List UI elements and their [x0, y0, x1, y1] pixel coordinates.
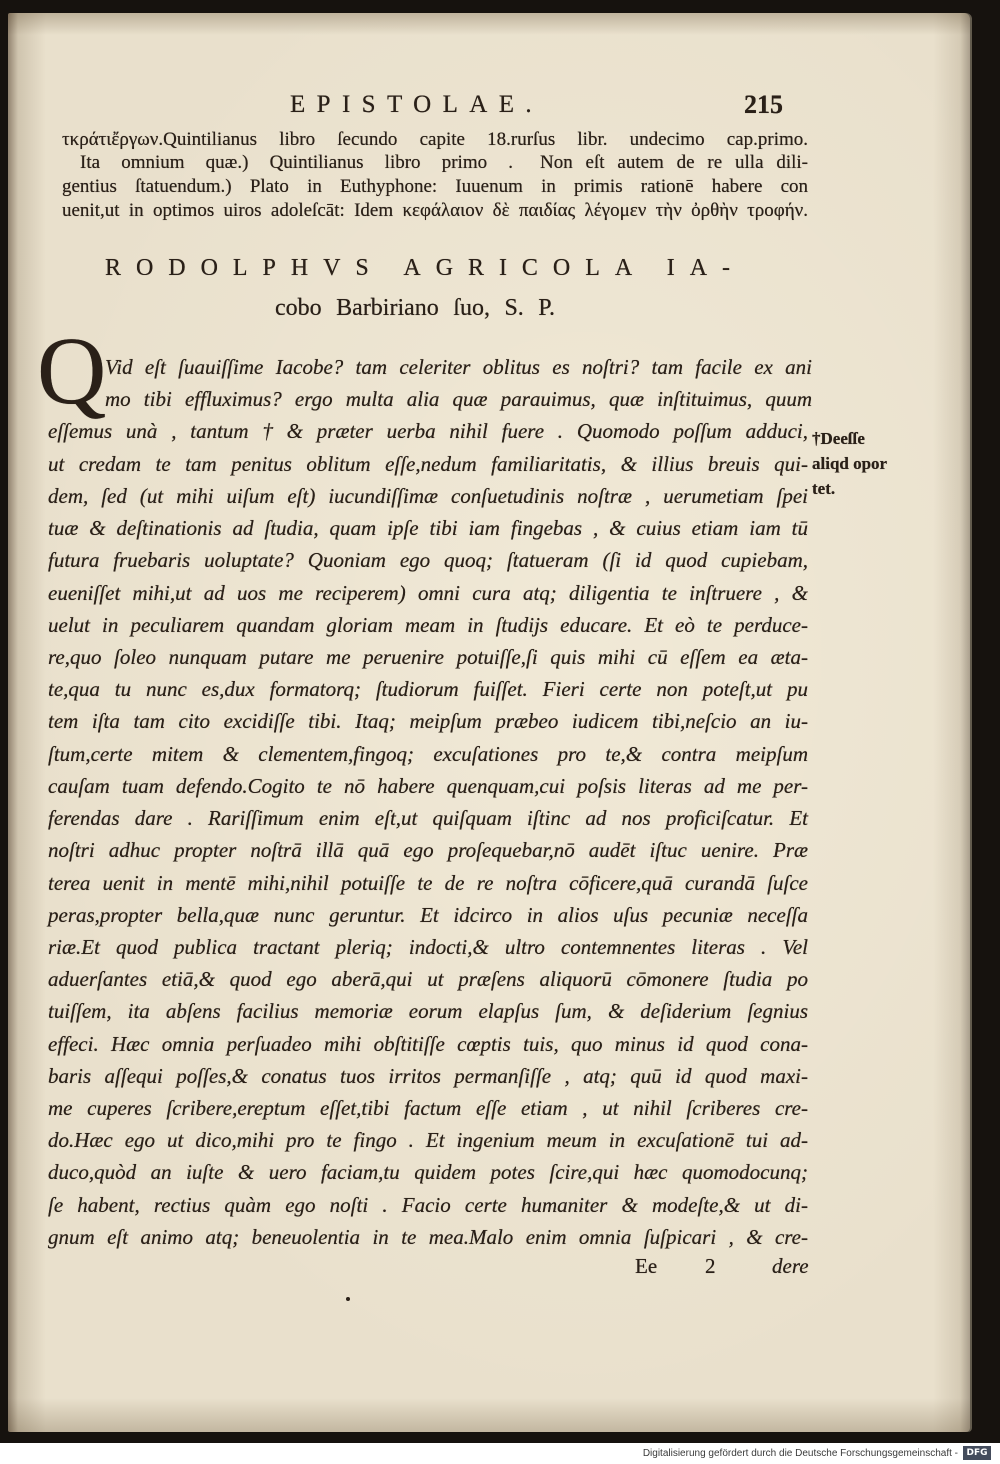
body-line: dem, ſed (ut mihi uiſum eſt) iucundiſſimæ conſuetudinis noſtræ , uerumetiam ſpei	[48, 483, 808, 508]
body-line: me cuperes ſcribere,ereptum eſſet,tibi factum eſſe etiam , ut nihil ſcriberes cre-	[48, 1096, 808, 1121]
body-line: futura fruebaris uoluptate? Quoniam ego quoq; ſtatueram (ſi id quod cupiebam,	[48, 548, 808, 573]
body-line: riæ.Et quod publica tractant pleriq; indocti,& ultro contemnentes literas . Vel	[48, 934, 808, 959]
body-line: eſſemus unà , tantum † & præter uerba nihil fuere . Quomodo poſſum adduci,	[48, 419, 808, 444]
ink-dot	[346, 1297, 350, 1301]
body-line: re,quo ſoleo nunquam putare me peruenire potuiſſe,ſi quis mihi cū eſſem ea æta-	[48, 644, 808, 669]
body-line: tuæ & deſtinationis ad ſtudia, quam ipſe tibi iam fingebas , & cuius etiam iam tū	[48, 516, 808, 541]
catchword: dere	[772, 1254, 809, 1278]
margin-note-line: †Deeſſe	[812, 429, 865, 448]
body-line: peras,propter bella,quæ nunc geruntur. Et idcirco in alios uſus pecuniæ neceſſa	[48, 902, 808, 927]
signature-number: 2	[705, 1254, 716, 1278]
signature-mark: Ee	[635, 1254, 658, 1278]
letter-heading-line: cobo Barbiriano ſuo, S. P.	[275, 295, 555, 321]
note-line: Non eſt autem de re ulla dili-	[540, 152, 808, 173]
body-line: duco,quòd an iuſte & uero faciam,tu quidem potes ſcire,qui hæc quomodocunq;	[48, 1160, 808, 1185]
margin-note-line: aliqd opor	[812, 454, 888, 473]
body-line: ut credam te tam penitus oblitum eſſe,nedum familiaritatis, & illius breuis qui-	[48, 451, 808, 476]
body-line: Vid eſt ſuauiſſime Iacobe? tam celeriter oblitus es noſtri? tam facile ex ani	[105, 355, 812, 379]
body-line: ſe habent, rectius quàm ego noſti . Facio certe humaniter & modeſte,& ut di-	[48, 1192, 808, 1217]
body-line: gnum eſt animo atq; beneuolentia in te mea.Malo enim omnia ſuſpicari , & cre-	[48, 1224, 808, 1249]
body-line: tem iſta tam cito excidiſſe tibi. Itaq; meipſum præbeo iudicem tibi,neſcio an iu-	[48, 709, 808, 734]
body-line: ferendas dare . Rariſſimum enim eſt,ut quiſquam iſtinc ad nos proficiſcatur. Et	[48, 806, 808, 831]
digitization-footer	[0, 1443, 1000, 1464]
page-number: 215	[744, 90, 783, 119]
drop-cap: Q	[37, 317, 107, 424]
note-line: uenit,ut in optimos uiros adoleſcāt: Idem κεφάλαιον δὲ παιδίας λέγομεν τὴν ὀρθὴν τροφήν.	[62, 200, 808, 221]
body-line: tuiſſem, ita abſens facilius memoriæ eorum elapſus ſum, & deſiderium ſegnius	[48, 999, 808, 1024]
letter-body	[48, 351, 813, 1253]
running-head: EPISTOLAE.	[290, 91, 543, 118]
funding-credit: Digitalisierung gefördert durch die Deutsche Forschungsgemeinschaft -	[642, 1448, 958, 1459]
letter-heading-line: RODOLPHVS AGRICOLA IA-	[105, 255, 745, 281]
body-line: aduerſantes etiā,& quod ego aberā,qui ut præſens aliquorū cōmonere ſtudia po	[48, 967, 808, 992]
note-line: τκράτιἔργων.Quintilianus libro ſecundo capite 18.rurſus libr. undecimo cap.primo.	[62, 129, 808, 150]
dfg-logo: DFG	[963, 1446, 991, 1460]
body-line: cauſam tuam defendo.Cogito te nō habere quenquam,cui poſsis literas ad me per-	[48, 773, 808, 798]
margin-note-line: tet.	[812, 479, 836, 498]
body-line: te,qua tu nunc es,dux formatorq; ſtudiorum fuiſſet. Fieri certe non poteſt,ut pu	[48, 677, 808, 702]
note-line: gentius ſtatuendum.) Plato in Euthyphone: Iuuenum in primis rationē habere con	[62, 176, 808, 197]
body-line: eueniſſet mihi,ut ad uos me reciperem) omni cura atq; diligentia te inſtruere , &	[48, 580, 808, 605]
note-line: Ita omnium quæ.) Quintilianus libro primo .	[80, 152, 513, 173]
body-line: uelut in peculiarem quandam gloriam meam in ſtudijs educare. Et eò te perduce-	[48, 612, 808, 637]
body-line: terea uenit in mentē mihi,nihil potuiſſe te de re noſtra cōficere,quā curandā ſuſce	[48, 870, 808, 895]
body-line: do.Hæc ego ut dico,mihi pro te fingo . Et ingenium meum in excuſationē tui ad-	[48, 1128, 808, 1153]
body-line: noſtri adhuc propter noſtrā illā quā ego proſequebar,nō audēt iſtuc uenire. Præ	[48, 838, 808, 863]
body-line: baris aſſequi poſſes,& conatus tuos irritos permanſiſſe , atq; quū id quod maxi-	[48, 1063, 808, 1088]
body-line: ſtum,certe mitem & clementem,fingoq; excuſationes pro te,& contra meipſum	[48, 741, 808, 766]
body-line: mo tibi effluximus? ergo multa alia quæ parauimus, quæ inſtituimus, quum	[105, 387, 812, 412]
body-line: effeci. Hæc omnia perſuadeo mihi obſtitiſſe cœptis tuis, quo minus id quod cona-	[48, 1031, 808, 1056]
